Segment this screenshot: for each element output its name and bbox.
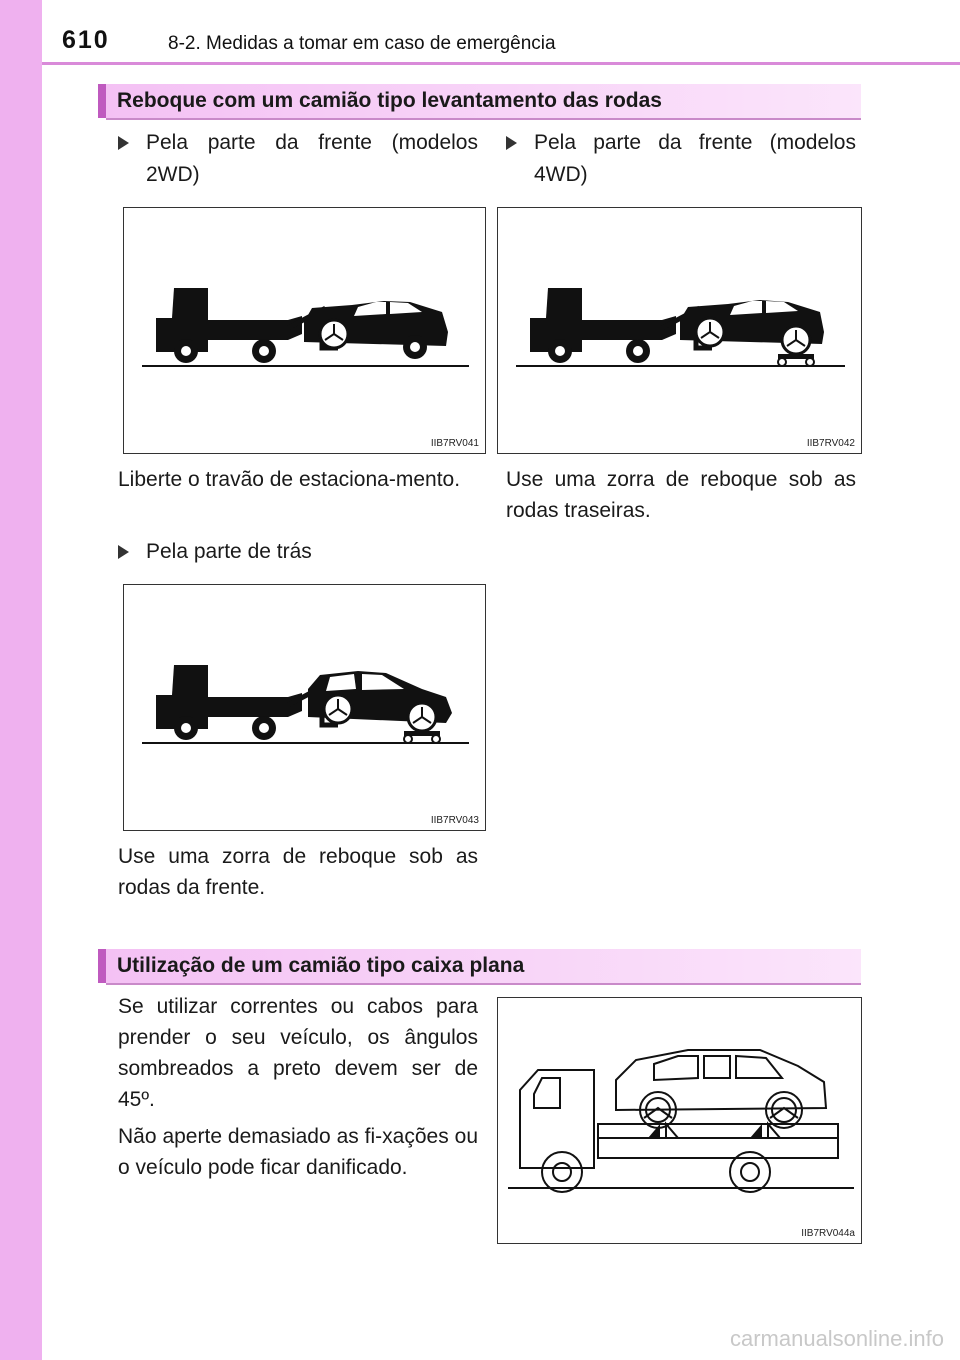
flatbed-paragraph-1: Se utilizar correntes ou cabos para prender o seu veículo, os ângulos sombreados a preto devem ser de 45º. (118, 995, 478, 1111)
section-heading-wheel-lift (98, 84, 861, 118)
section-heading-flatbed (98, 949, 861, 983)
figure-flatbed-truck (497, 997, 862, 1244)
flatbed-paragraph-2: Não aperte demasiado as fi-xações ou o veículo pode ficar danificado. (118, 1125, 478, 1179)
figure-code: IIB7RV042 (806, 438, 855, 449)
figure-tow-front-4wd (497, 207, 862, 454)
bullet-triangle-icon (506, 136, 517, 150)
chapter-title: 8-2. Medidas a tomar em caso de emergência (168, 33, 556, 54)
page-number: 610 (62, 26, 110, 54)
bullet-triangle-icon (118, 545, 129, 559)
note-rear: Use uma zorra de reboque sob as rodas da frente. (118, 845, 478, 899)
watermark: carmanualsonline.info (729, 1326, 944, 1351)
section-heading-text: Reboque com um camião tipo levantamento das rodas (117, 89, 662, 112)
note-front-2wd: Liberte o travão de estaciona-mento. (118, 468, 461, 491)
bullet-triangle-icon (118, 136, 129, 150)
figure-code: IIB7RV044a (801, 1228, 855, 1239)
section-heading-text: Utilização de um camião tipo caixa plana (117, 954, 525, 977)
figure-tow-rear (123, 584, 486, 831)
figure-tow-front-2wd (123, 207, 486, 454)
page-side-band (0, 0, 42, 1360)
note-front-4wd: Use uma zorra de reboque sob as rodas traseiras. (506, 468, 856, 522)
bullet-front-4wd: Pela parte da frente (modelos 4WD) (506, 127, 856, 191)
bullet-front-2wd: Pela parte da frente (modelos 2WD) (118, 127, 478, 191)
figure-code: IIB7RV043 (430, 815, 479, 826)
header-divider (42, 62, 960, 65)
bullet-rear: Pela parte de trás (118, 536, 478, 568)
figure-code: IIB7RV041 (430, 438, 479, 449)
